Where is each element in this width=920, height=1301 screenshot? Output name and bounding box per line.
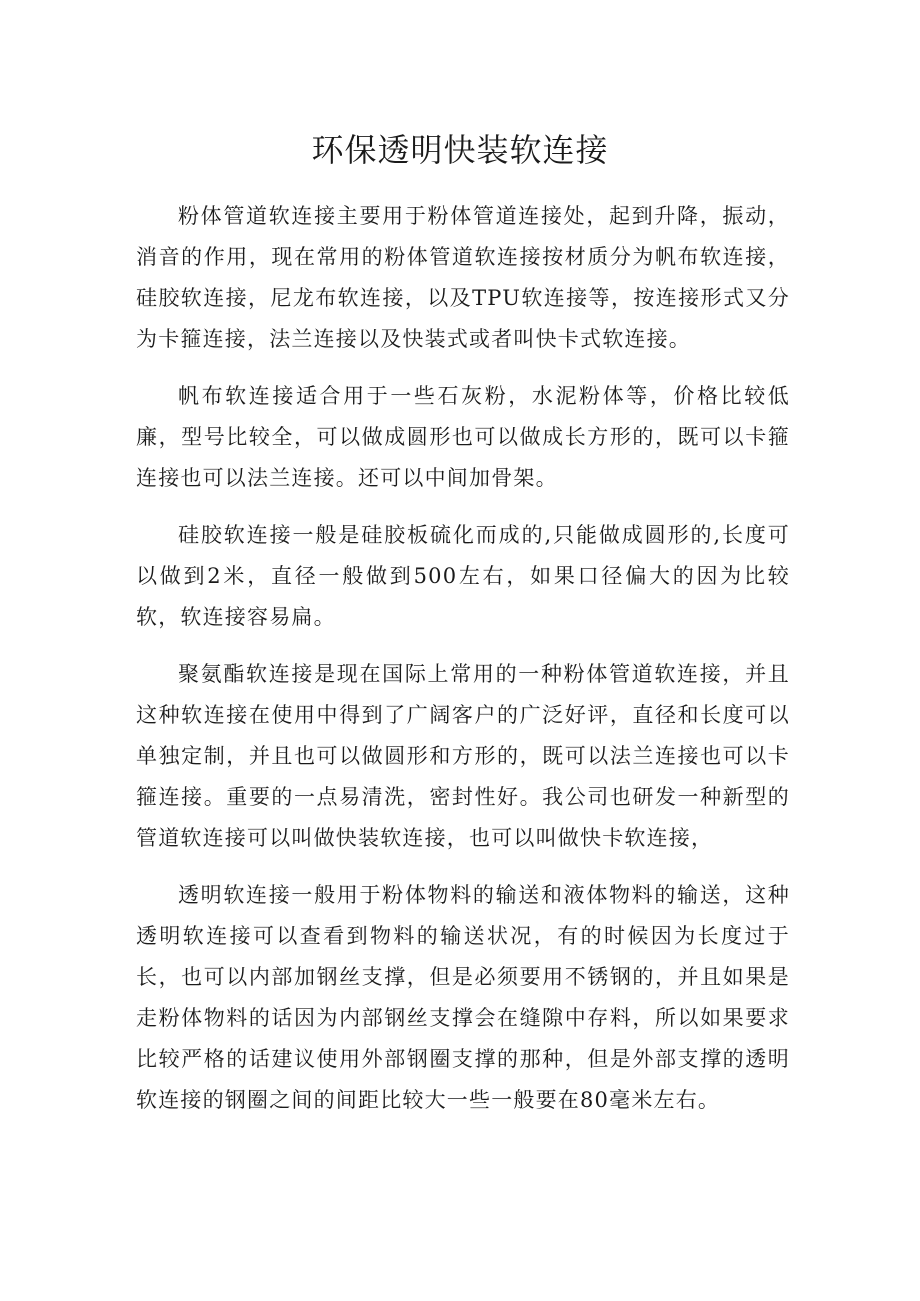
paragraph-1: 粉体管道软连接主要用于粉体管道连接处，起到升降，振动，消音的作用，现在常用的粉体管道软连接按材质分为帆布软连接，硅胶软连接，尼龙布软连接，以及TPU软连接等，按连接形式又分为卡箍连接，法兰连接以及快装式或者叫快卡式软连接。 <box>136 204 790 351</box>
document-body <box>136 196 790 1137</box>
paragraph-2: 帆布软连接适合用于一些石灰粉，水泥粉体等，价格比较低廉，型号比较全，可以做成圆形也可以做成长方形的，既可以卡箍连接也可以法兰连接。还可以中间加骨架。 <box>136 384 790 490</box>
paragraph-4: 聚氨酯软连接是现在国际上常用的一种粉体管道软连接，并且这种软连接在使用中得到了广阔客户的广泛好评，直径和长度可以单独定制，并且也可以做圆形和方形的，既可以法兰连接也可以卡箍连接。重要的一点易清洗，密封性好。我公司也研发一种新型的管道软连接可以叫做快装软连接，也可以叫做快卡软连接， <box>136 662 790 850</box>
paragraph-3: 硅胶软连接一般是硅胶板硫化而成的,只能做成圆形的,长度可以做到2米，直径一般做到500左右，如果口径偏大的因为比较软，软连接容易扁。 <box>136 523 790 629</box>
paragraph-5: 透明软连接一般用于粉体物料的输送和液体物料的输送，这种透明软连接可以查看到物料的输送状况，有的时候因为长度过于长，也可以内部加钢丝支撑，但是必须要用不锈钢的，并且如果是走粉体物料的话因为内部钢丝支撑会在缝隙中存料，所以如果要求比较严格的话建议使用外部钢圈支撑的那种，但是外部支撑的透明软连接的钢圈之间的间距比较大一些一般要在80毫米左右。 <box>136 883 790 1112</box>
document-title: 环保透明快装软连接 <box>311 131 609 169</box>
